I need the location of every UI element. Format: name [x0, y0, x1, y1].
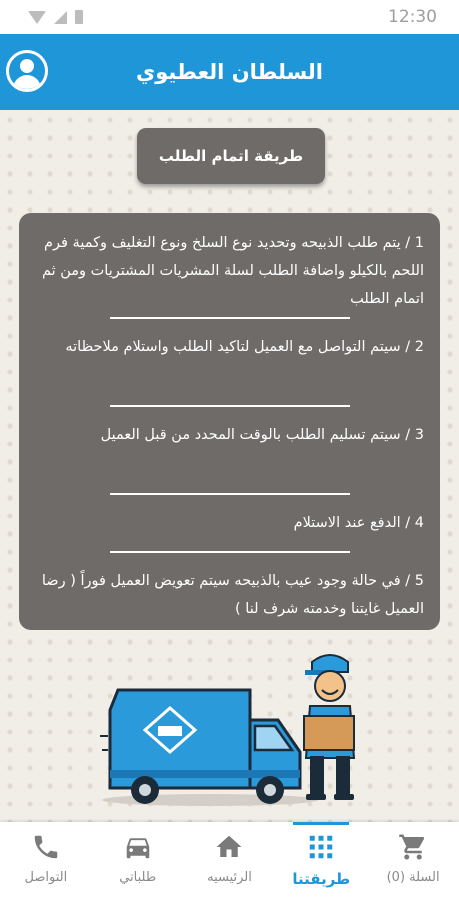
app-header — [0, 34, 459, 110]
order-method-button[interactable]: طريقة اتمام الطلب — [137, 128, 325, 184]
signal-icon — [54, 11, 67, 24]
status-time: 12:30 — [388, 7, 437, 27]
account-circle-icon[interactable] — [6, 50, 48, 92]
divider — [110, 405, 350, 407]
courier-figure — [304, 655, 354, 800]
step-item-2: 2 / سيتم التواصل مع العميل لتاكيد الطلب واستلام ملاحظاته — [65, 339, 424, 355]
divider — [110, 493, 350, 495]
van-icon — [100, 690, 300, 804]
profile-head — [20, 59, 34, 73]
battery-icon — [75, 10, 83, 24]
divider — [110, 317, 350, 319]
main-content — [0, 110, 459, 822]
status-icons — [28, 10, 83, 24]
nav-item-home[interactable] — [184, 822, 276, 900]
nav-label-our-method: طريقتنا — [292, 870, 351, 888]
step-item-4: 4 / الدفع عند الاستلام — [293, 515, 424, 531]
car-icon — [123, 832, 153, 862]
status-bar — [0, 0, 459, 34]
step-item-1: 1 / يتم طلب الذبيحه وتحديد نوع السلخ ونوع التغليف وكمية فرم اللحم بالكيلو واضافة الطلب لسلة المشريات المشتريات ومن ثم اتمام الطلب — [41, 235, 424, 307]
nav-label-contact: التواصل — [24, 870, 68, 885]
step-item-5: 5 / في حالة وجود عيب بالذبيحه سيتم تعويض العميل فوراً ( رضا العميل غايتنا وخدمته شرف لنا ) — [41, 573, 424, 617]
nav-item-our-method[interactable] — [275, 822, 367, 900]
home-icon — [214, 832, 244, 862]
grid-icon — [306, 832, 336, 862]
steps-panel — [19, 213, 440, 630]
nav-item-cart[interactable] — [367, 822, 459, 900]
delivery-illustration — [100, 650, 370, 810]
page-title: السلطان العطيوي — [136, 60, 323, 84]
active-tab-indicator — [293, 822, 349, 825]
nav-label-my-orders: طلباتي — [119, 870, 157, 885]
nav-label-home: الرئيسيه — [207, 870, 252, 885]
nav-item-contact[interactable] — [0, 822, 92, 900]
cart-icon — [398, 832, 428, 862]
bottom-nav — [0, 822, 459, 900]
wifi-icon — [28, 11, 46, 24]
nav-item-my-orders[interactable] — [92, 822, 184, 900]
step-item-3: 3 / سيتم تسليم الطلب بالوقت المحدد من قبل العميل — [100, 427, 424, 443]
divider — [110, 551, 350, 553]
phone-icon — [31, 832, 61, 862]
profile-body — [13, 75, 41, 92]
nav-label-cart: السلة (0) — [386, 870, 440, 885]
